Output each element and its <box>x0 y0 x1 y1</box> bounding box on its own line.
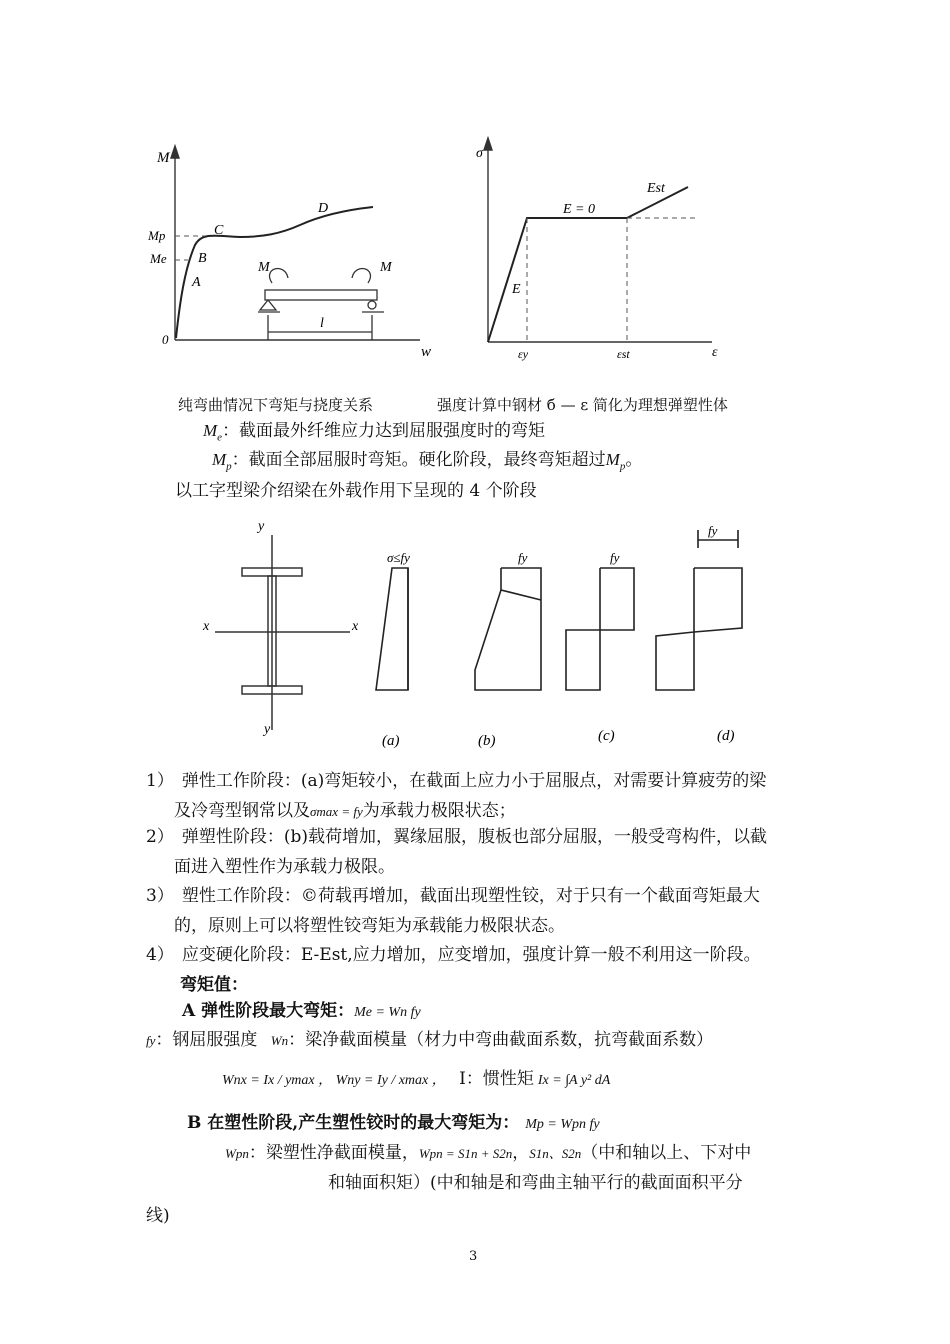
wpn-definition-end: 线) <box>146 1206 170 1226</box>
moment-deflection-figure <box>140 140 450 365</box>
moment-title: 弯矩值： <box>180 975 248 995</box>
stress-diagram-d <box>656 530 742 690</box>
label-a-sigma: σ≤fy <box>387 550 410 565</box>
eps-st-label: εst <box>617 347 630 361</box>
moment-axes <box>171 146 420 340</box>
stage-2: 2） 弹塑性阶段：(b)载荷增加，翼缘屈服，腹板也部分屈服，一般受弯构件，以截 面进入塑性作为承载力极限。 <box>146 827 767 877</box>
moment-curve <box>176 207 373 338</box>
page-number: 3 <box>469 1249 478 1264</box>
label-c: (c) <box>598 728 615 744</box>
label-d-fy: fy <box>708 523 718 538</box>
stress-diagram-c <box>566 568 634 690</box>
w-axis-label: w <box>421 344 432 360</box>
x-axis-left: x <box>203 619 210 634</box>
beam-moment-right: M <box>380 260 392 275</box>
label-b-fy: fy <box>518 550 528 565</box>
stage-3: 3） 塑性工作阶段：©荷载再增加，截面出现塑性铰，对于只有一个截面弯矩最大 的，原则上可以将塑性铰弯矩为承载能力极限状态。 <box>146 886 760 936</box>
plateau-label: E = 0 <box>563 202 595 217</box>
elastic-modulus-label: E <box>512 282 521 297</box>
m-axis-label: M <box>157 150 170 166</box>
wpn-definition-cont: 和轴面积矩）(中和轴是和弯曲主轴平行的截面面积平分 <box>328 1173 743 1193</box>
section-a-title: A 弹性阶段最大弯矩：Me = Wn fy <box>182 1001 421 1021</box>
wpn-definition: Wpn：梁塑性净截面模量，Wpn = S1n + S2n，S1n、S2n（中和轴以上、下对中 <box>225 1143 752 1163</box>
caption-stress-strain: 强度计算中钢材 б — ε 简化为理想弹塑性体 <box>437 396 728 414</box>
label-d: (d) <box>717 728 735 744</box>
i-section <box>215 535 350 730</box>
label-b: (b) <box>478 733 496 749</box>
stage-4: 4） 应变硬化阶段：E-Est,应力增加，应变增加，强度计算一般不利用这一阶段。 <box>146 945 761 965</box>
fy-wn-definition: fy：钢屈服强度 Wn：梁净截面模量（材力中弯曲截面系数，抗弯截面系数） <box>146 1030 714 1050</box>
beam-moment-left: M <box>258 260 270 275</box>
eps-y-label: εy <box>518 347 529 361</box>
origin-label: 0 <box>162 332 169 347</box>
x-axis-right: x <box>352 619 359 634</box>
span-label: l <box>320 316 324 331</box>
mp-definition: $M_p$：截面全部屈服时弯矩。硬化阶段，最终弯矩超过$M_p$。 <box>212 450 643 473</box>
sigma-axis-label: σ <box>476 146 483 161</box>
stage-1: 1） 弹性工作阶段：(a)弯矩较小，在截面上应力小于屈服点，对需要计算疲劳的梁 及冷弯型钢常以及σmax = fy为承载力极限状态； <box>146 771 767 821</box>
point-d-label: D <box>318 201 329 216</box>
me-definition: $M_e$：截面最外纤维应力达到屈服强度时的弯矩 <box>203 421 546 444</box>
eps-axis-label: ε <box>712 345 718 360</box>
point-a-label: A <box>192 275 201 290</box>
label-a: (a) <box>382 733 400 749</box>
point-b-label: B <box>198 251 207 266</box>
mp-label: Mp <box>148 228 166 243</box>
y-axis-top: y <box>258 519 265 534</box>
me-label: Me <box>150 251 167 266</box>
hardening-label: Est <box>647 181 665 196</box>
y-axis-bottom: y <box>264 722 271 737</box>
i-section-stress-figure <box>190 512 770 750</box>
intro-line: 以工字型梁介绍梁在外载作用下呈现的 4 个阶段 <box>175 481 537 501</box>
section-b-title: B 在塑性阶段,产生塑性铰时的最大弯矩为： Mp = Wpn fy <box>187 1113 600 1133</box>
stress-strain-figure <box>470 135 735 365</box>
stress-diagram-b <box>475 568 541 690</box>
point-c-label: C <box>214 223 224 238</box>
section-modulus-formula: Wnx = Ix / ymax ， Wny = Iy / xmax ， I：惯性矩 Ix = ∫A y² dA <box>222 1069 611 1089</box>
caption-moment-deflection: 纯弯曲情况下弯矩与挠度关系 <box>178 396 374 414</box>
stress-diagram-a <box>376 568 408 690</box>
label-c-fy: fy <box>610 550 620 565</box>
